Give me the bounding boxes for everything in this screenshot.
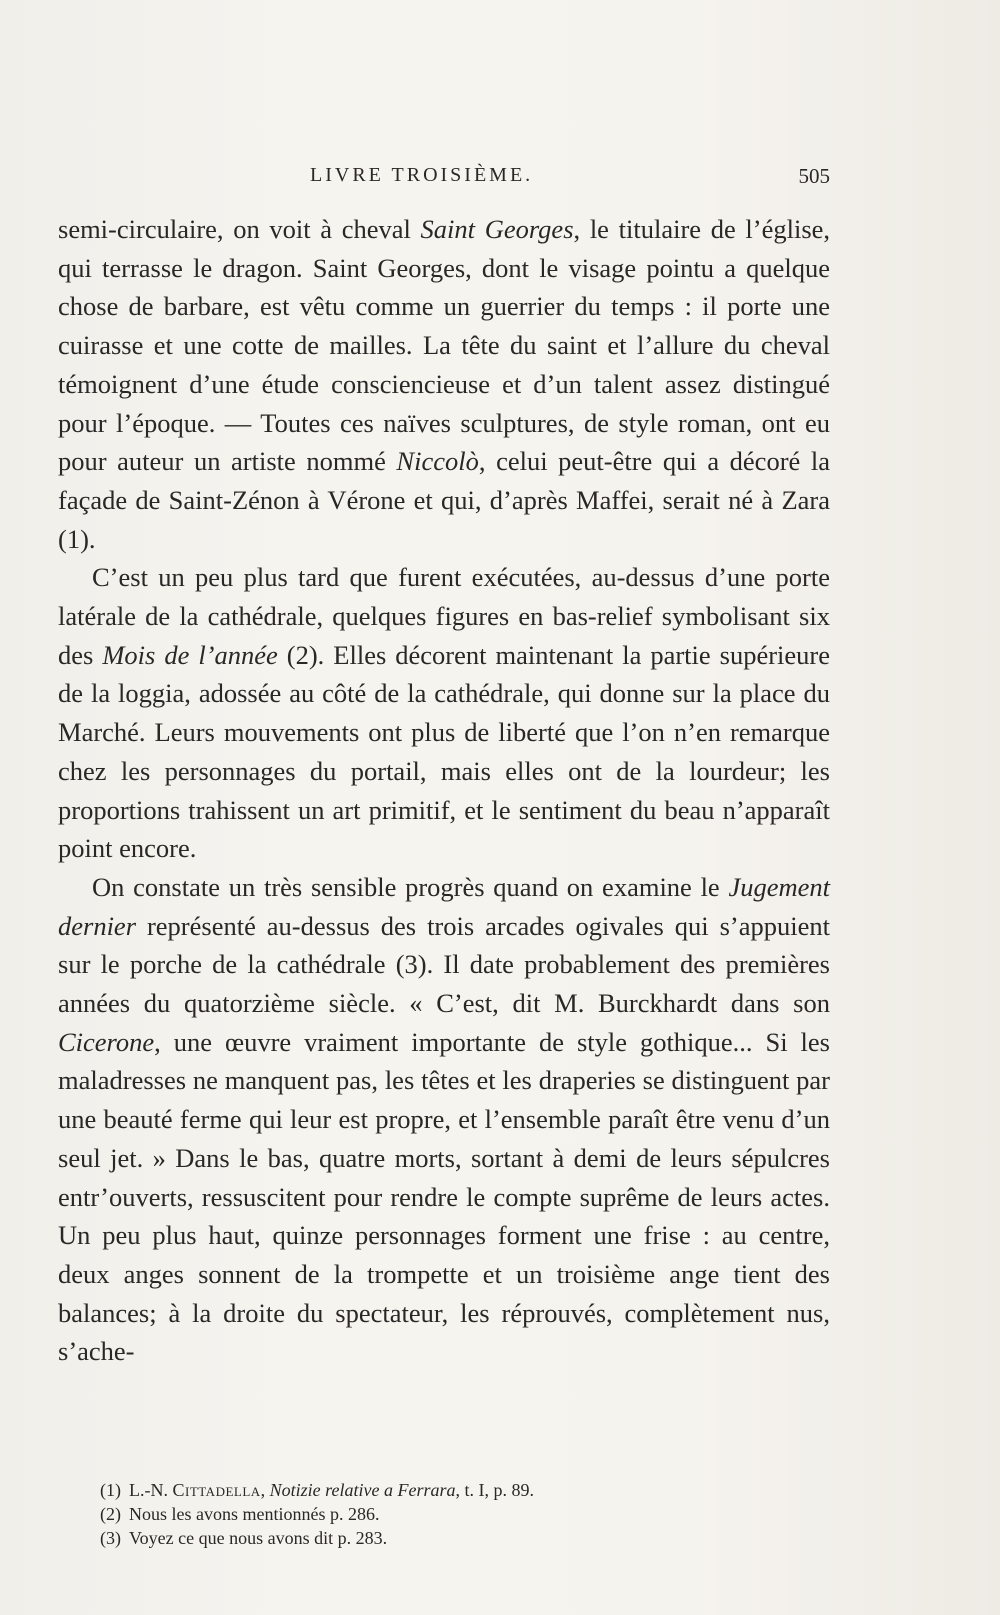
text-run: représenté au-dessus des trois arcades ogivales qui s’appuient sur le porche de la cathédrale (3). Il date probablement des premières années du quatorzième siècle. « C’est, dit M. Burckhardt dans son [58,910,830,1019]
text-run: , le titulaire de l’église, qui terrasse le dragon. Saint Georges, dont le visage pointu a quelque chose de barbare, est vêtu comme un guerrier du temps : il porte une cuirasse et une cotte de mailles. La tête du saint et l’allure du cheval témoignent d’une étude consciencieuse et d’un talent assez distingué pour l’époque. — Toutes ces naïves sculptures, de style roman, ont eu pour auteur un artiste nommé [58,214,831,477]
body-text [58,210,830,1371]
footnote-number: (2) [100,1504,121,1524]
footnote-number: (3) [100,1528,121,1548]
page-number: 505 [798,164,830,188]
footnote-separator: , [260,1480,270,1500]
italic-run: Niccolò [396,446,479,477]
paragraph-3 [58,868,830,1371]
footnote-text: Voyez ce que nous avons dit p. 283. [129,1528,388,1548]
footnote-3 [100,1526,800,1550]
running-head: LIVRE TROISIÈME. [310,164,534,186]
text-run: , celui peut-être qui a décoré la façade de Saint-Zénon à Vérone et qui, d’après Maffei, serait né à Zara (1). [58,446,830,554]
footnote-number: (1) [100,1480,121,1500]
footnote-text: Nous les avons mentionnés p. 286. [129,1504,380,1524]
text-run: C’est un peu plus tard que furent exécutées, au-dessus d’une porte latérale de la cathédrale, quelques figures en bas-relief symbolisant six des [58,562,830,670]
footnote-1 [100,1478,800,1502]
text-run: , une œuvre vraiment importante de style gothique... Si les maladresses ne manquent pas, les têtes et les draperies se distinguent par une beauté ferme qui leur est propre, et l’ensemble paraît être venu d’un seul jet. » Dans le bas, quatre morts, sortant à demi de leurs sépulcres entr’ouverts, ressuscitent pour rendre le compte suprême de leurs actes. Un peu plus haut, quinze personnages forment une frise : au centre, deux anges sonnent de la trompette et un troisième ange tient des balances; à la droite du spectateur, les réprouvés, complètement nus, s’ache- [58,1026,830,1367]
italic-run: Mois de l’année [102,639,278,670]
paragraph-1 [58,210,830,558]
footnote-2 [100,1502,800,1526]
footnote-reference: , t. I, p. 89. [455,1480,534,1500]
footnotes [100,1478,800,1550]
italic-run: Saint Georges [420,214,574,244]
text-run: semi-circulaire, on voit à cheval [58,214,421,244]
text-run: On constate un très sensible progrès quand on examine le [92,871,729,902]
text-run: (2). Elles décorent maintenant la partie supérieure de la loggia, adossée au côté de la cathédrale, qui donne sur la place du Marché. Leurs mouvements ont plus de liberté que l’on n’en remarque chez les personnages du portail, mais elles ont de la lourdeur; les proportions trahissent un art primitif, et le sentiment du beau n’apparaît point encore. [58,639,831,864]
page-header [58,164,830,194]
paragraph-2 [58,558,830,868]
footnote-author-prefix: L.-N. [129,1480,173,1500]
footnote-author-name: Cittadella [172,1480,261,1500]
italic-run: Jugement dernier [58,871,830,941]
italic-run: Cicerone [58,1026,155,1057]
footnote-title: Notizie relative a Ferrara [269,1480,456,1500]
